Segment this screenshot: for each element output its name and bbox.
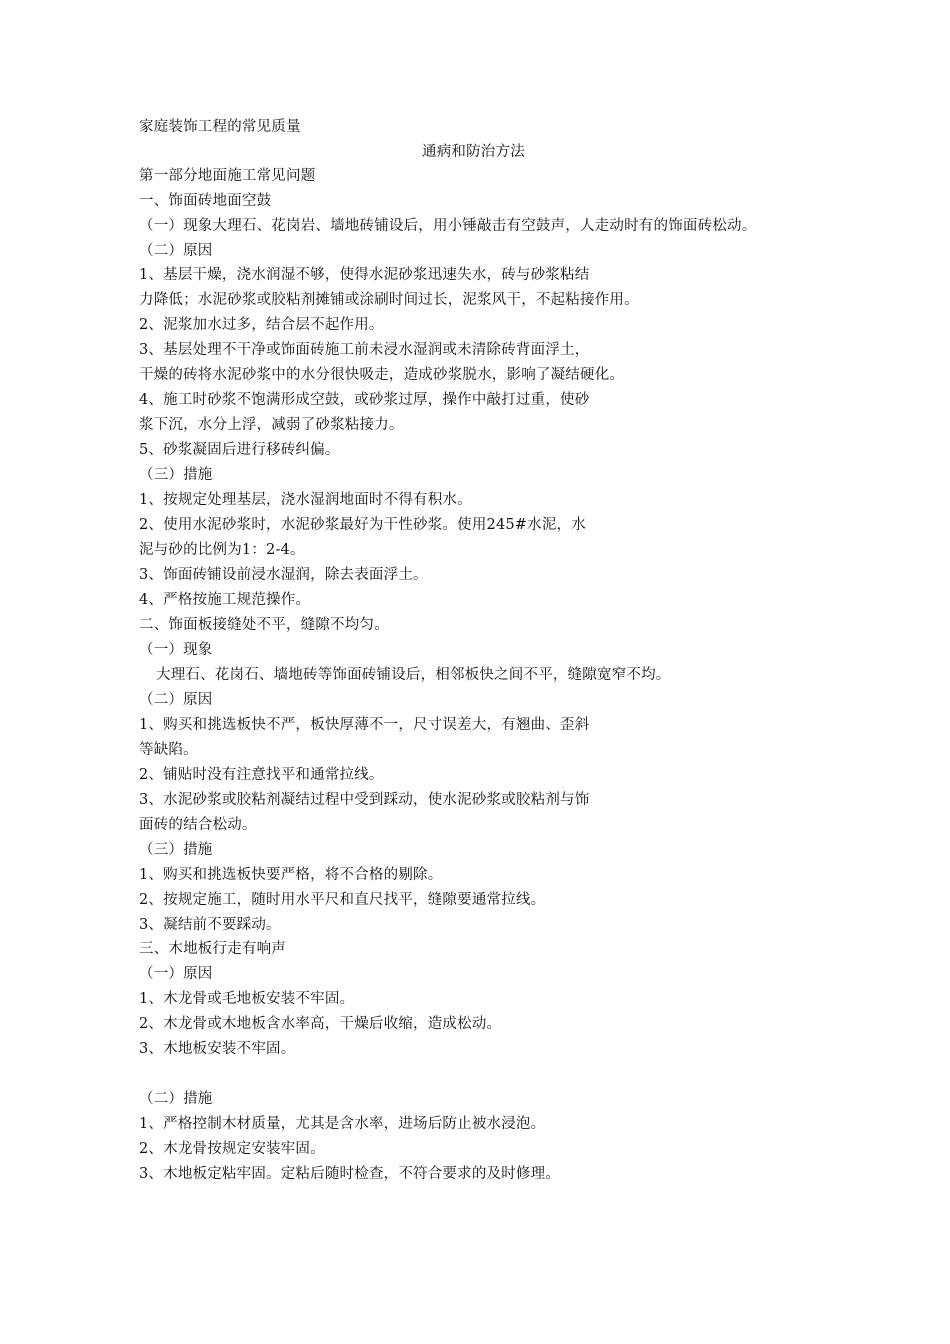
paragraph-line: （二）原因 — [139, 243, 213, 259]
paragraph-line: （二）原因 — [139, 692, 213, 708]
paragraph-line: 3、基层处理不干净或饰面砖施工前未浸水湿润或未清除砖背面浮土， — [139, 342, 590, 358]
paragraph-line: 1、严格控制木材质量，尤其是含水率，进场后防止被水浸泡。 — [139, 1116, 546, 1132]
paragraph-line: 2、使用水泥砂浆时，水泥砂浆最好为干性砂浆。使用245#水泥，水 — [139, 517, 586, 533]
paragraph-line: 3、木地板安装不牢固。 — [139, 1041, 296, 1057]
paragraph-line: 2、木龙骨或木地板含水率高，干燥后收缩，造成松动。 — [139, 1016, 502, 1032]
paragraph-line: （一）现象大理石、花岗岩、墙地砖铺设后，用小锤敲击有空鼓声，人走动时有的饰面砖松动。 — [139, 218, 757, 234]
paragraph-line: （一）现象 — [139, 642, 213, 658]
paragraph-line: 2、铺贴时没有注意找平和通常拉线。 — [139, 767, 384, 783]
paragraph-line: （二）措施 — [139, 1091, 213, 1107]
section-heading: 第一部分地面施工常见问题 — [139, 168, 316, 184]
subsection-heading: 一、饰面砖地面空鼓 — [139, 193, 272, 209]
paragraph-line: 力降低；水泥砂浆或胶粘剂摊铺或涂刷时间过长，泥浆风干，不起粘接作用。 — [139, 292, 639, 308]
title-line-1: 家庭装饰工程的常见质量 — [139, 119, 301, 135]
subsection-heading: 二、饰面板接缝处不平，缝隙不均匀。 — [139, 617, 389, 633]
paragraph-line: 4、严格按施工规范操作。 — [139, 592, 311, 608]
paragraph-line: 1、购买和挑选板快不严，板快厚薄不一，尺寸误差大，有翘曲、歪斜 — [139, 717, 590, 733]
paragraph-line: 干燥的砖将水泥砂浆中的水分很快吸走，造成砂浆脱水，影响了凝结硬化。 — [139, 367, 625, 383]
title-line-2: 通病和防治方法 — [422, 144, 525, 160]
paragraph-line: 4、施工时砂浆不饱满形成空鼓，或砂浆过厚，操作中敲打过重，使砂 — [139, 392, 590, 408]
paragraph-line: 1、基层干燥，浇水润湿不够，使得水泥砂浆迅速失水，砖与砂浆粘结 — [139, 267, 590, 283]
paragraph-line: （三）措施 — [139, 842, 213, 858]
paragraph-line: 3、水泥砂浆或胶粘剂凝结过程中受到踩动，使水泥砂浆或胶粘剂与饰 — [139, 792, 590, 808]
paragraph-line: 2、木龙骨按规定安装牢固。 — [139, 1141, 325, 1157]
paragraph-line: 面砖的结合松动。 — [139, 817, 257, 833]
paragraph-line: 2、按规定施工，随时用水平尺和直尺找平，缝隙要通常拉线。 — [139, 892, 546, 908]
subsection-heading: 三、木地板行走有响声 — [139, 941, 286, 957]
paragraph-line: 等缺陷。 — [139, 742, 198, 758]
paragraph-line: 3、饰面砖铺设前浸水湿润，除去表面浮土。 — [139, 567, 428, 583]
paragraph-line: 泥与砂的比例为1：2-4。 — [139, 542, 305, 558]
paragraph-line: 3、木地板定粘牢固。定粘后随时检查，不符合要求的及时修理。 — [139, 1166, 561, 1182]
paragraph-line: （一）原因 — [139, 966, 213, 982]
paragraph-line: 大理石、花岗石、墙地砖等饰面砖铺设后，相邻板快之间不平，缝隙宽窄不均。 — [156, 667, 671, 683]
paragraph-line: （三）措施 — [139, 467, 213, 483]
paragraph-line: 1、购买和挑选板快要严格，将不合格的剔除。 — [139, 867, 443, 883]
paragraph-line: 2、泥浆加水过多，结合层不起作用。 — [139, 317, 384, 333]
paragraph-line: 1、按规定处理基层，浇水湿润地面时不得有积水。 — [139, 492, 472, 508]
paragraph-line: 5、砂浆凝固后进行移砖纠偏。 — [139, 442, 340, 458]
paragraph-line: 浆下沉，水分上浮，减弱了砂浆粘接力。 — [139, 417, 404, 433]
paragraph-line: 1、木龙骨或毛地板安装不牢固。 — [139, 991, 355, 1007]
paragraph-line: 3、凝结前不要踩动。 — [139, 917, 281, 933]
